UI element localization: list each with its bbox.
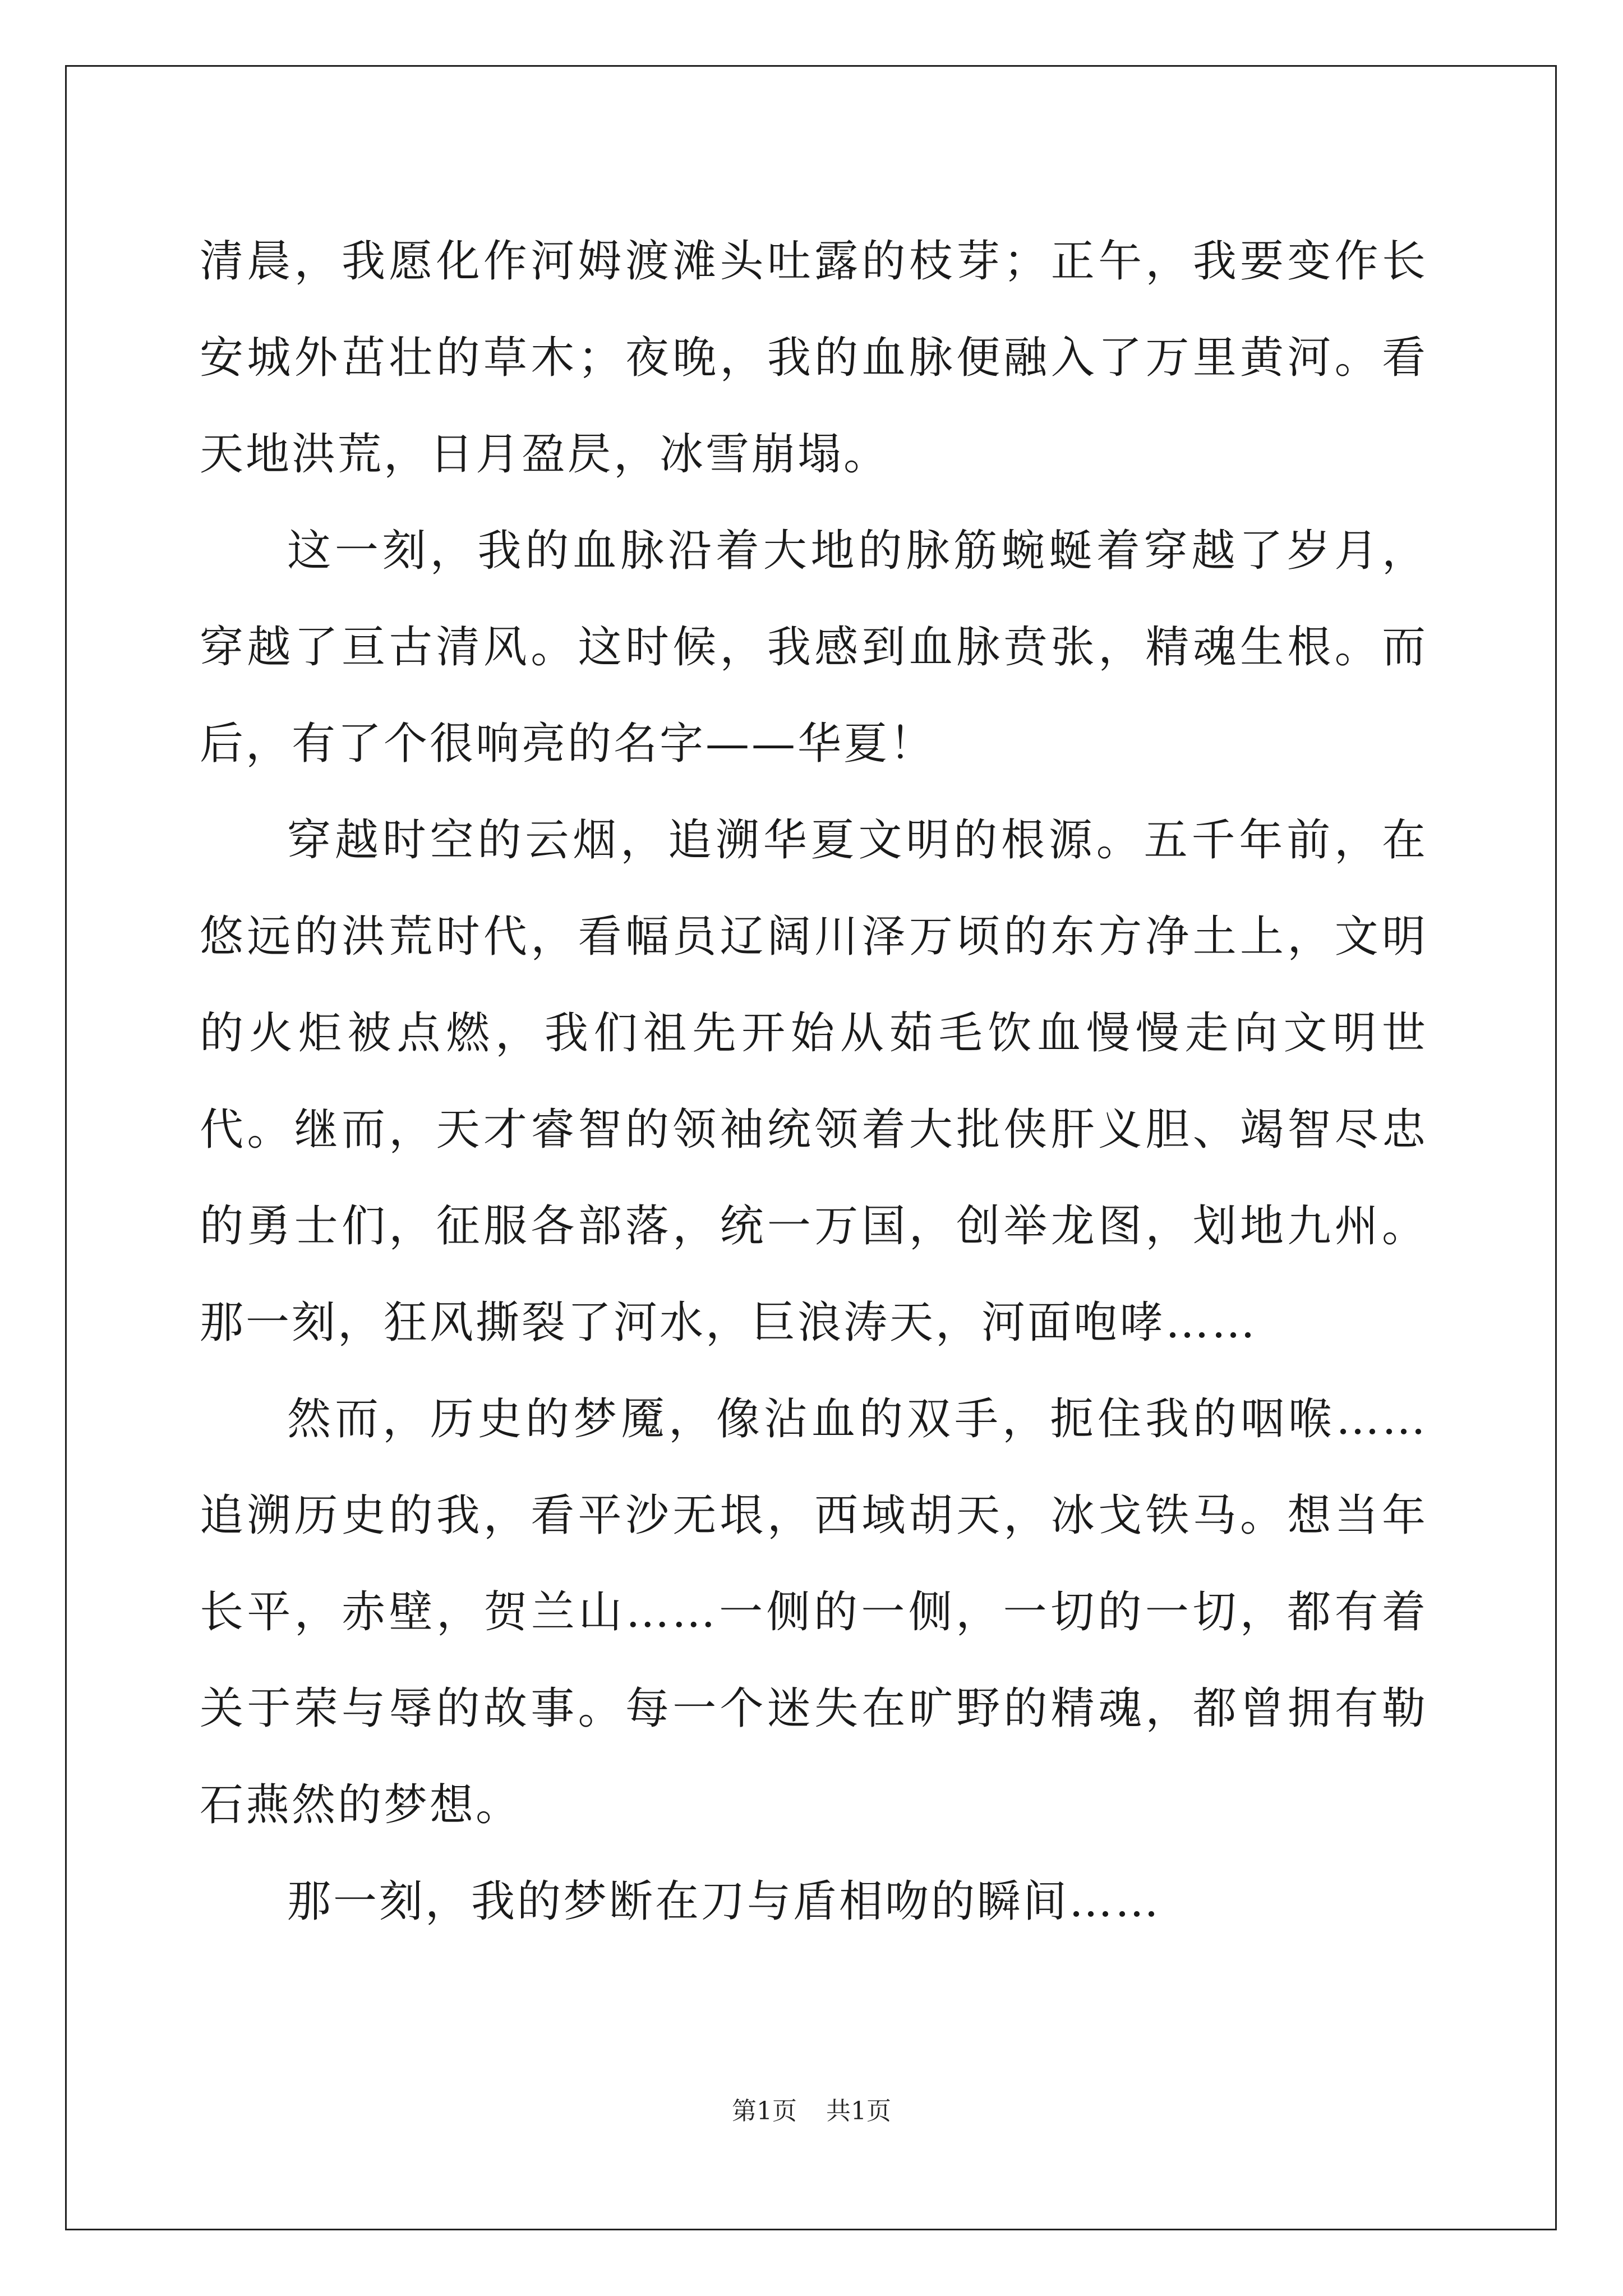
page-number: 第1页 (732, 2097, 797, 2125)
paragraph-5: 那一刻，我的梦断在刀与盾相吻的瞬间…… (287, 1876, 1161, 1927)
paragraph-2: 这一刻，我的血脉沿着大地的脉筋蜿蜒着穿越了岁月，穿越了亘古清风。这时候，我感到血脉贲张，精魂生根。而后，有了个很响亮的名字——华夏！ (200, 526, 1428, 769)
page-footer (0, 2095, 1623, 2128)
page-total: 共1页 (826, 2097, 891, 2125)
document-body (200, 213, 1428, 1950)
paragraph-4: 然而，历史的梦魇，像沾血的双手，扼住我的咽喉……追溯历史的我，看平沙无垠，西域胡天，冰戈铁马。想当年长平，赤壁，贺兰山……一侧的一侧，一切的一切，都有着关于荣与辱的故事。每一个迷失在旷野的精魂，都曾拥有勒石燕然的梦想。 (200, 1394, 1428, 1830)
paragraph-1: 清晨，我愿化作河姆渡滩头吐露的枝芽；正午，我要变作长安城外茁壮的草木；夜晚，我的血脉便融入了万里黄河。看天地洪荒，日月盈昃，冰雪崩塌。 (200, 236, 1428, 480)
paragraph-3: 穿越时空的云烟，追溯华夏文明的根源。五千年前，在悠远的洪荒时代，看幅员辽阔川泽万顷的东方净土上，文明的火炬被点燃，我们祖先开始从茹毛饮血慢慢走向文明世代。继而，天才睿智的领袖统领着大批侠肝义胆、竭智尽忠的勇士们，征服各部落，统一万国，创举龙图，划地九州。那一刻，狂风撕裂了河水，巨浪涛天，河面咆哮…… (200, 815, 1428, 1348)
